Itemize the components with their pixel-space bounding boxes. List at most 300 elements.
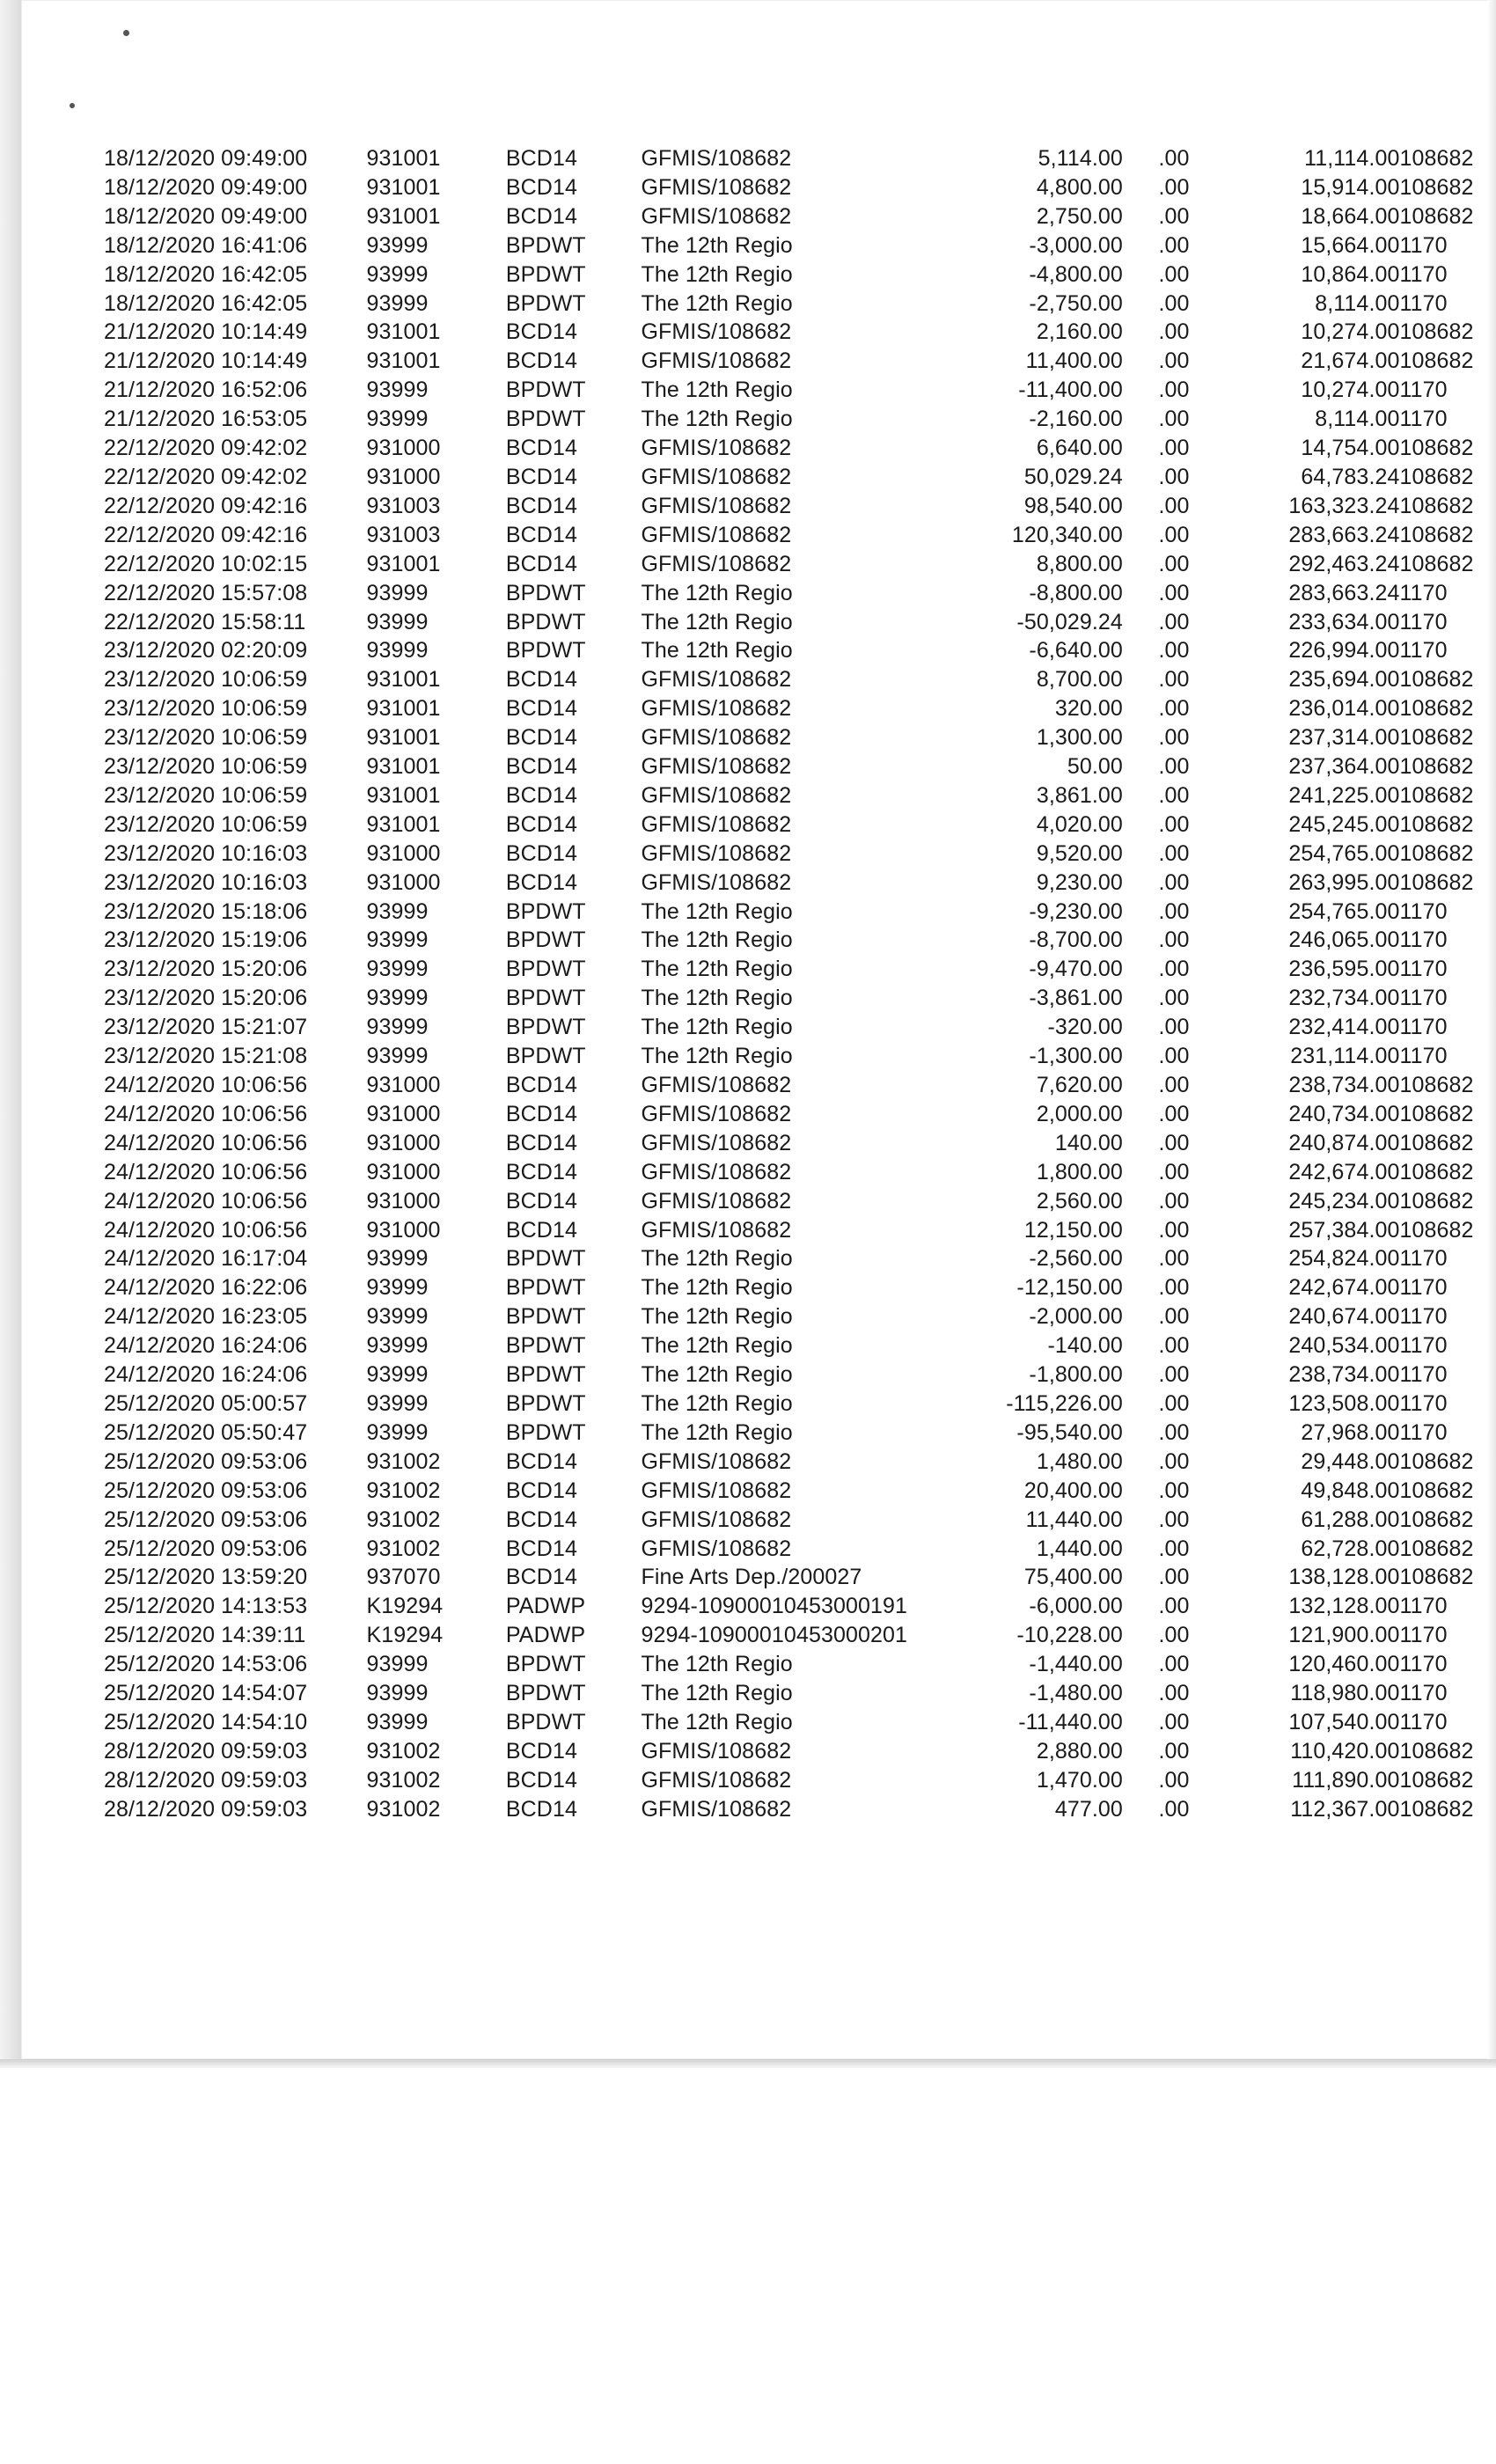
transaction-balance: 11,114.00 <box>1304 146 1400 171</box>
transaction-balance: 123,508.00 <box>1288 1390 1400 1416</box>
transaction-description: Fine Arts Dep./200027 <box>641 1565 862 1590</box>
table-row <box>104 723 1496 752</box>
transaction-amount: 4,020.00 <box>1036 811 1123 837</box>
transaction-zero-amount: .00 <box>1158 232 1190 258</box>
transaction-zero-amount: .00 <box>1158 869 1190 895</box>
transaction-balance: 232,414.00 <box>1288 1015 1400 1040</box>
transaction-date: 18/12/2020 16:42:05 <box>104 290 308 316</box>
transaction-balance: 245,245.00 <box>1288 811 1400 837</box>
transaction-date: 24/12/2020 16:17:04 <box>104 1246 308 1272</box>
transaction-date: 18/12/2020 16:41:06 <box>104 232 308 258</box>
transaction-reference: 108682 <box>1399 869 1474 895</box>
transaction-amount: 75,400.00 <box>1023 1565 1123 1590</box>
transaction-balance: 237,314.00 <box>1288 725 1400 751</box>
transaction-reference: 108682 <box>1399 840 1474 866</box>
transaction-amount: 11,440.00 <box>1025 1507 1123 1532</box>
transaction-reference: 1170 <box>1399 986 1448 1011</box>
transaction-type: BCD14 <box>505 203 577 229</box>
transaction-balance: 231,114.00 <box>1290 1044 1400 1069</box>
transaction-type: BPDWT <box>505 1333 586 1359</box>
transaction-description: The 12th Regio <box>641 378 793 403</box>
table-row <box>104 1302 1496 1331</box>
transaction-balance: 237,364.00 <box>1288 754 1400 780</box>
transaction-amount: 1,300.00 <box>1036 725 1123 751</box>
transaction-amount: -2,560.00 <box>1029 1246 1123 1272</box>
transaction-description: The 12th Regio <box>641 407 793 432</box>
table-row <box>104 1535 1496 1564</box>
transaction-balance: 61,288.00 <box>1301 1507 1400 1532</box>
table-row <box>104 202 1496 231</box>
transaction-date: 23/12/2020 02:20:09 <box>104 638 308 664</box>
transaction-balance: 29,448.00 <box>1301 1448 1400 1474</box>
table-row <box>104 1100 1496 1129</box>
transaction-description: GFMIS/108682 <box>641 551 792 576</box>
transaction-code: 931001 <box>366 319 441 345</box>
transaction-balance: 8,114.00 <box>1315 290 1400 316</box>
transaction-reference: 1170 <box>1399 1246 1448 1272</box>
transaction-code: 931001 <box>366 348 441 374</box>
transaction-description: 9294-10900010453000201 <box>641 1623 907 1648</box>
table-row <box>104 810 1496 840</box>
table-row <box>104 492 1496 521</box>
transaction-description: The 12th Regio <box>641 1015 793 1040</box>
transaction-code: 93999 <box>366 986 429 1011</box>
transaction-reference: 108682 <box>1399 1073 1474 1097</box>
transaction-code: 93999 <box>366 1681 429 1706</box>
transaction-date: 23/12/2020 10:16:03 <box>104 840 308 866</box>
table-row <box>104 984 1496 1013</box>
transaction-amount: 9,520.00 <box>1036 840 1123 866</box>
table-row <box>104 1013 1496 1042</box>
transaction-date: 25/12/2020 13:59:20 <box>104 1565 308 1590</box>
transaction-reference: 108682 <box>1399 782 1474 808</box>
table-row <box>104 1129 1496 1158</box>
transaction-balance: 232,734.00 <box>1288 986 1400 1011</box>
transaction-date: 18/12/2020 09:49:00 <box>104 203 308 229</box>
transaction-code: 931000 <box>366 1130 441 1155</box>
transaction-description: GFMIS/108682 <box>641 203 792 229</box>
transaction-description: GFMIS/108682 <box>641 869 792 895</box>
transaction-date: 25/12/2020 09:53:06 <box>104 1536 308 1561</box>
transaction-reference: 108682 <box>1399 811 1474 837</box>
transaction-balance: 292,463.24 <box>1288 551 1400 576</box>
transaction-amount: 3,861.00 <box>1036 782 1123 808</box>
transaction-zero-amount: .00 <box>1158 609 1190 634</box>
transaction-date: 24/12/2020 10:06:56 <box>104 1073 308 1097</box>
transaction-date: 23/12/2020 15:21:07 <box>104 1015 308 1040</box>
transaction-reference: 108682 <box>1399 1448 1474 1474</box>
transaction-amount: 477.00 <box>1054 1796 1123 1822</box>
transaction-type: BPDWT <box>505 580 586 605</box>
transaction-reference: 1170 <box>1399 638 1448 664</box>
transaction-balance: 283,663.24 <box>1288 522 1400 547</box>
transaction-date: 23/12/2020 10:06:59 <box>104 811 308 837</box>
transaction-zero-amount: .00 <box>1158 1390 1190 1416</box>
transaction-date: 28/12/2020 09:59:03 <box>104 1738 308 1764</box>
transaction-type: BCD14 <box>505 146 577 171</box>
transaction-description: GFMIS/108682 <box>641 1188 792 1214</box>
table-row <box>104 869 1496 898</box>
transaction-description: GFMIS/108682 <box>641 522 792 547</box>
transaction-balance: 238,734.00 <box>1288 1362 1400 1388</box>
table-row <box>104 694 1496 723</box>
transaction-date: 23/12/2020 10:06:59 <box>104 696 308 722</box>
transaction-type: BCD14 <box>505 1738 577 1764</box>
transaction-description: The 12th Regio <box>641 261 793 287</box>
scan-speck <box>70 103 75 108</box>
transaction-amount: -2,750.00 <box>1029 290 1123 316</box>
table-row <box>104 1708 1496 1737</box>
transaction-amount: -2,160.00 <box>1029 407 1123 432</box>
transaction-balance: 242,674.00 <box>1288 1275 1400 1301</box>
transaction-zero-amount: .00 <box>1158 754 1190 780</box>
transaction-reference: 108682 <box>1399 1101 1474 1126</box>
transaction-balance: 257,384.00 <box>1288 1217 1400 1243</box>
transaction-balance: 240,874.00 <box>1288 1130 1400 1155</box>
transaction-amount: 8,800.00 <box>1036 551 1123 576</box>
transaction-balance: 15,914.00 <box>1301 174 1400 200</box>
transaction-type: BPDWT <box>505 290 586 316</box>
transaction-balance: 238,734.00 <box>1288 1073 1400 1097</box>
transaction-table <box>104 144 1496 1824</box>
transaction-amount: 1,480.00 <box>1036 1448 1123 1474</box>
transaction-reference: 1170 <box>1399 1681 1448 1706</box>
transaction-code: 931002 <box>366 1448 441 1474</box>
table-row <box>104 463 1496 492</box>
transaction-type: BCD14 <box>505 1565 577 1590</box>
transaction-amount: -1,440.00 <box>1029 1652 1123 1677</box>
transaction-reference: 1170 <box>1399 1362 1448 1388</box>
transaction-type: BPDWT <box>505 928 586 953</box>
transaction-amount: 1,470.00 <box>1036 1767 1123 1793</box>
transaction-type: BPDWT <box>505 407 586 432</box>
transaction-date: 21/12/2020 10:14:49 <box>104 319 308 345</box>
transaction-date: 25/12/2020 14:13:53 <box>104 1594 308 1619</box>
table-row <box>104 608 1496 637</box>
transaction-date: 25/12/2020 14:53:06 <box>104 1652 308 1677</box>
transaction-zero-amount: .00 <box>1158 1130 1190 1155</box>
transaction-type: BCD14 <box>505 811 577 837</box>
transaction-reference: 1170 <box>1399 609 1448 634</box>
transaction-code: 931002 <box>366 1796 441 1822</box>
transaction-zero-amount: .00 <box>1158 378 1190 403</box>
transaction-type: BPDWT <box>505 1390 586 1416</box>
transaction-balance: 132,128.00 <box>1288 1594 1400 1619</box>
table-row <box>104 1419 1496 1448</box>
transaction-balance: 64,783.24 <box>1301 464 1400 489</box>
transaction-zero-amount: .00 <box>1158 811 1190 837</box>
transaction-type: BCD14 <box>505 348 577 374</box>
transaction-zero-amount: .00 <box>1158 840 1190 866</box>
transaction-code: 931000 <box>366 1073 441 1097</box>
transaction-balance: 235,694.00 <box>1288 667 1400 693</box>
transaction-type: BCD14 <box>505 1767 577 1793</box>
transaction-code: 93999 <box>366 609 429 634</box>
transaction-type: PADWP <box>505 1594 586 1619</box>
transaction-zero-amount: .00 <box>1158 1594 1190 1619</box>
transaction-type: BCD14 <box>505 1217 577 1243</box>
transaction-date: 24/12/2020 16:22:06 <box>104 1275 308 1301</box>
transaction-description: GFMIS/108682 <box>641 1217 792 1243</box>
transaction-date: 21/12/2020 10:14:49 <box>104 348 308 374</box>
transaction-description: 9294-10900010453000191 <box>641 1594 907 1619</box>
transaction-code: 931002 <box>366 1536 441 1561</box>
transaction-date: 22/12/2020 09:42:16 <box>104 522 308 547</box>
transaction-type: BCD14 <box>505 1159 577 1184</box>
transaction-amount: 140.00 <box>1054 1130 1123 1155</box>
transaction-reference: 1170 <box>1399 1419 1448 1445</box>
transaction-reference: 108682 <box>1399 348 1474 374</box>
transaction-reference: 1170 <box>1399 232 1448 258</box>
transaction-code: K19294 <box>366 1623 444 1648</box>
transaction-code: 93999 <box>366 638 429 664</box>
transaction-zero-amount: .00 <box>1158 1188 1190 1214</box>
transaction-balance: 226,994.00 <box>1288 638 1400 664</box>
transaction-code: 931001 <box>366 146 441 171</box>
transaction-balance: 111,890.00 <box>1292 1767 1400 1793</box>
transaction-code: 931000 <box>366 1101 441 1126</box>
transaction-description: The 12th Regio <box>641 232 793 258</box>
transaction-amount: 2,160.00 <box>1036 319 1123 345</box>
transaction-amount: 50,029.24 <box>1023 464 1123 489</box>
table-row <box>104 376 1496 405</box>
transaction-description: The 12th Regio <box>641 580 793 605</box>
transaction-balance: 10,274.00 <box>1301 319 1400 345</box>
table-row <box>104 840 1496 869</box>
transaction-amount: 20,400.00 <box>1023 1478 1123 1503</box>
transaction-reference: 1170 <box>1399 928 1448 953</box>
transaction-code: 93999 <box>366 1362 429 1388</box>
transaction-reference: 108682 <box>1399 725 1474 751</box>
transaction-balance: 236,014.00 <box>1288 696 1400 722</box>
transaction-reference: 1170 <box>1399 957 1448 982</box>
scan-speck <box>123 30 129 36</box>
transaction-description: GFMIS/108682 <box>641 174 792 200</box>
table-row <box>104 781 1496 810</box>
transaction-amount: -11,440.00 <box>1018 1709 1123 1734</box>
transaction-type: BCD14 <box>505 782 577 808</box>
table-row <box>104 1216 1496 1245</box>
transaction-type: BCD14 <box>505 840 577 866</box>
transaction-balance: 283,663.24 <box>1288 580 1400 605</box>
transaction-amount: 11,400.00 <box>1025 348 1123 374</box>
transaction-reference: 1170 <box>1399 1390 1448 1416</box>
transaction-balance: 120,460.00 <box>1288 1652 1400 1677</box>
transaction-code: 93999 <box>366 290 429 316</box>
transaction-zero-amount: .00 <box>1158 1623 1190 1648</box>
transaction-date: 18/12/2020 09:49:00 <box>104 146 308 171</box>
transaction-zero-amount: .00 <box>1158 1362 1190 1388</box>
transaction-type: BPDWT <box>505 261 586 287</box>
table-row <box>104 405 1496 434</box>
transaction-amount: -1,800.00 <box>1029 1362 1123 1388</box>
transaction-zero-amount: .00 <box>1158 696 1190 722</box>
transaction-balance: 263,995.00 <box>1288 869 1400 895</box>
transaction-reference: 108682 <box>1399 522 1474 547</box>
table-row <box>104 1506 1496 1535</box>
transaction-description: GFMIS/108682 <box>641 1073 792 1097</box>
table-row <box>104 1766 1496 1795</box>
table-row <box>104 521 1496 550</box>
transaction-reference: 108682 <box>1399 1217 1474 1243</box>
transaction-amount: 8,700.00 <box>1036 667 1123 693</box>
table-row <box>104 579 1496 608</box>
transaction-reference: 108682 <box>1399 1507 1474 1532</box>
transaction-description: GFMIS/108682 <box>641 348 792 374</box>
transaction-code: 93999 <box>366 261 429 287</box>
transaction-amount: 7,620.00 <box>1036 1073 1123 1097</box>
transaction-zero-amount: .00 <box>1158 1246 1190 1272</box>
transaction-code: 931003 <box>366 522 441 547</box>
transaction-description: GFMIS/108682 <box>641 1478 792 1503</box>
transaction-date: 23/12/2020 15:21:08 <box>104 1044 308 1069</box>
transaction-zero-amount: .00 <box>1158 580 1190 605</box>
transaction-reference: 1170 <box>1399 898 1448 924</box>
transaction-type: BCD14 <box>505 436 577 461</box>
transaction-type: BCD14 <box>505 1130 577 1155</box>
transaction-code: 93999 <box>366 1015 429 1040</box>
transaction-type: BCD14 <box>505 522 577 547</box>
transaction-type: BPDWT <box>505 1304 586 1330</box>
transaction-date: 23/12/2020 15:20:06 <box>104 957 308 982</box>
transaction-reference: 108682 <box>1399 1159 1474 1184</box>
transaction-balance: 62,728.00 <box>1301 1536 1400 1561</box>
transaction-reference: 108682 <box>1399 696 1474 722</box>
transaction-description: GFMIS/108682 <box>641 811 792 837</box>
transaction-description: The 12th Regio <box>641 957 793 982</box>
table-row <box>104 926 1496 955</box>
transaction-amount: -12,150.00 <box>1016 1275 1123 1301</box>
transaction-date: 25/12/2020 14:54:07 <box>104 1681 308 1706</box>
transaction-reference: 108682 <box>1399 1565 1474 1590</box>
transaction-type: BPDWT <box>505 1362 586 1388</box>
transaction-date: 25/12/2020 09:53:06 <box>104 1448 308 1474</box>
table-row <box>104 1360 1496 1390</box>
transaction-description: GFMIS/108682 <box>641 1448 792 1474</box>
transaction-description: GFMIS/108682 <box>641 782 792 808</box>
transaction-amount: 50.00 <box>1067 754 1123 780</box>
transaction-type: BPDWT <box>505 1275 586 1301</box>
transaction-type: BCD14 <box>505 696 577 722</box>
transaction-amount: 1,800.00 <box>1036 1159 1123 1184</box>
transaction-date: 28/12/2020 09:59:03 <box>104 1796 308 1822</box>
transaction-type: PADWP <box>505 1623 586 1648</box>
transaction-date: 23/12/2020 10:16:03 <box>104 869 308 895</box>
transaction-code: 931002 <box>366 1507 441 1532</box>
transaction-zero-amount: .00 <box>1158 1709 1190 1734</box>
transaction-code: 931000 <box>366 840 441 866</box>
transaction-date: 25/12/2020 14:54:10 <box>104 1709 308 1734</box>
transaction-description: GFMIS/108682 <box>641 667 792 693</box>
transaction-type: BCD14 <box>505 1073 577 1097</box>
transaction-date: 24/12/2020 16:24:06 <box>104 1362 308 1388</box>
transaction-reference: 1170 <box>1399 378 1448 403</box>
table-row <box>104 1448 1496 1477</box>
transaction-type: BPDWT <box>505 1246 586 1272</box>
transaction-type: BCD14 <box>505 493 577 518</box>
table-row <box>104 1592 1496 1621</box>
transaction-reference: 1170 <box>1399 580 1448 605</box>
transaction-type: BCD14 <box>505 319 577 345</box>
transaction-reference: 108682 <box>1399 203 1474 229</box>
transaction-code: 93999 <box>366 232 429 258</box>
table-row <box>104 1071 1496 1100</box>
transaction-table-body <box>104 144 1496 1824</box>
transaction-type: BPDWT <box>505 378 586 403</box>
transaction-balance: 138,128.00 <box>1288 1565 1400 1590</box>
transaction-zero-amount: .00 <box>1158 522 1190 547</box>
transaction-description: GFMIS/108682 <box>641 464 792 489</box>
transaction-description: GFMIS/108682 <box>641 1738 792 1764</box>
transaction-amount: 12,150.00 <box>1023 1217 1123 1243</box>
transaction-type: BPDWT <box>505 1419 586 1445</box>
transaction-amount: -6,640.00 <box>1029 638 1123 664</box>
transaction-type: BPDWT <box>505 898 586 924</box>
transaction-description: GFMIS/108682 <box>641 1796 792 1822</box>
transaction-date: 23/12/2020 15:18:06 <box>104 898 308 924</box>
transaction-reference: 108682 <box>1399 464 1474 489</box>
transaction-zero-amount: .00 <box>1158 782 1190 808</box>
transaction-zero-amount: .00 <box>1158 1015 1190 1040</box>
table-row <box>104 665 1496 694</box>
transaction-code: 931000 <box>366 464 441 489</box>
table-row <box>104 1679 1496 1708</box>
transaction-type: BCD14 <box>505 1796 577 1822</box>
transaction-date: 23/12/2020 10:06:59 <box>104 782 308 808</box>
table-row <box>104 1158 1496 1187</box>
table-row <box>104 1273 1496 1302</box>
transaction-description: GFMIS/108682 <box>641 1159 792 1184</box>
transaction-code: 937070 <box>366 1565 441 1590</box>
table-row <box>104 434 1496 463</box>
transaction-description: The 12th Regio <box>641 1681 793 1706</box>
transaction-description: The 12th Regio <box>641 638 793 664</box>
transaction-amount: 320.00 <box>1054 696 1123 722</box>
transaction-zero-amount: .00 <box>1158 407 1190 432</box>
transaction-zero-amount: .00 <box>1158 319 1190 345</box>
transaction-description: The 12th Regio <box>641 1275 793 1301</box>
transaction-zero-amount: .00 <box>1158 1101 1190 1126</box>
table-row <box>104 1477 1496 1506</box>
transaction-reference: 1170 <box>1399 1333 1448 1359</box>
transaction-zero-amount: .00 <box>1158 1159 1190 1184</box>
transaction-zero-amount: .00 <box>1158 1796 1190 1822</box>
transaction-type: BPDWT <box>505 232 586 258</box>
transaction-reference: 108682 <box>1399 174 1474 200</box>
transaction-description: The 12th Regio <box>641 986 793 1011</box>
transaction-type: BCD14 <box>505 667 577 693</box>
transaction-description: GFMIS/108682 <box>641 1130 792 1155</box>
transaction-zero-amount: .00 <box>1158 638 1190 664</box>
transaction-amount: -1,300.00 <box>1029 1044 1123 1069</box>
transaction-date: 24/12/2020 16:24:06 <box>104 1333 308 1359</box>
table-row <box>104 1042 1496 1071</box>
transaction-zero-amount: .00 <box>1158 493 1190 518</box>
transaction-reference: 108682 <box>1399 1536 1474 1561</box>
transaction-balance: 242,674.00 <box>1288 1159 1400 1184</box>
transaction-amount: -115,226.00 <box>1006 1390 1123 1416</box>
table-row <box>104 1187 1496 1216</box>
transaction-reference: 1170 <box>1399 1304 1448 1330</box>
transaction-amount: -11,400.00 <box>1018 378 1123 403</box>
transaction-amount: -95,540.00 <box>1016 1419 1123 1445</box>
transaction-code: 931001 <box>366 782 441 808</box>
transaction-type: BPDWT <box>505 1652 586 1677</box>
transaction-type: BPDWT <box>505 957 586 982</box>
transaction-description: GFMIS/108682 <box>641 146 792 171</box>
transaction-date: 23/12/2020 15:19:06 <box>104 928 308 953</box>
transaction-description: The 12th Regio <box>641 1044 793 1069</box>
